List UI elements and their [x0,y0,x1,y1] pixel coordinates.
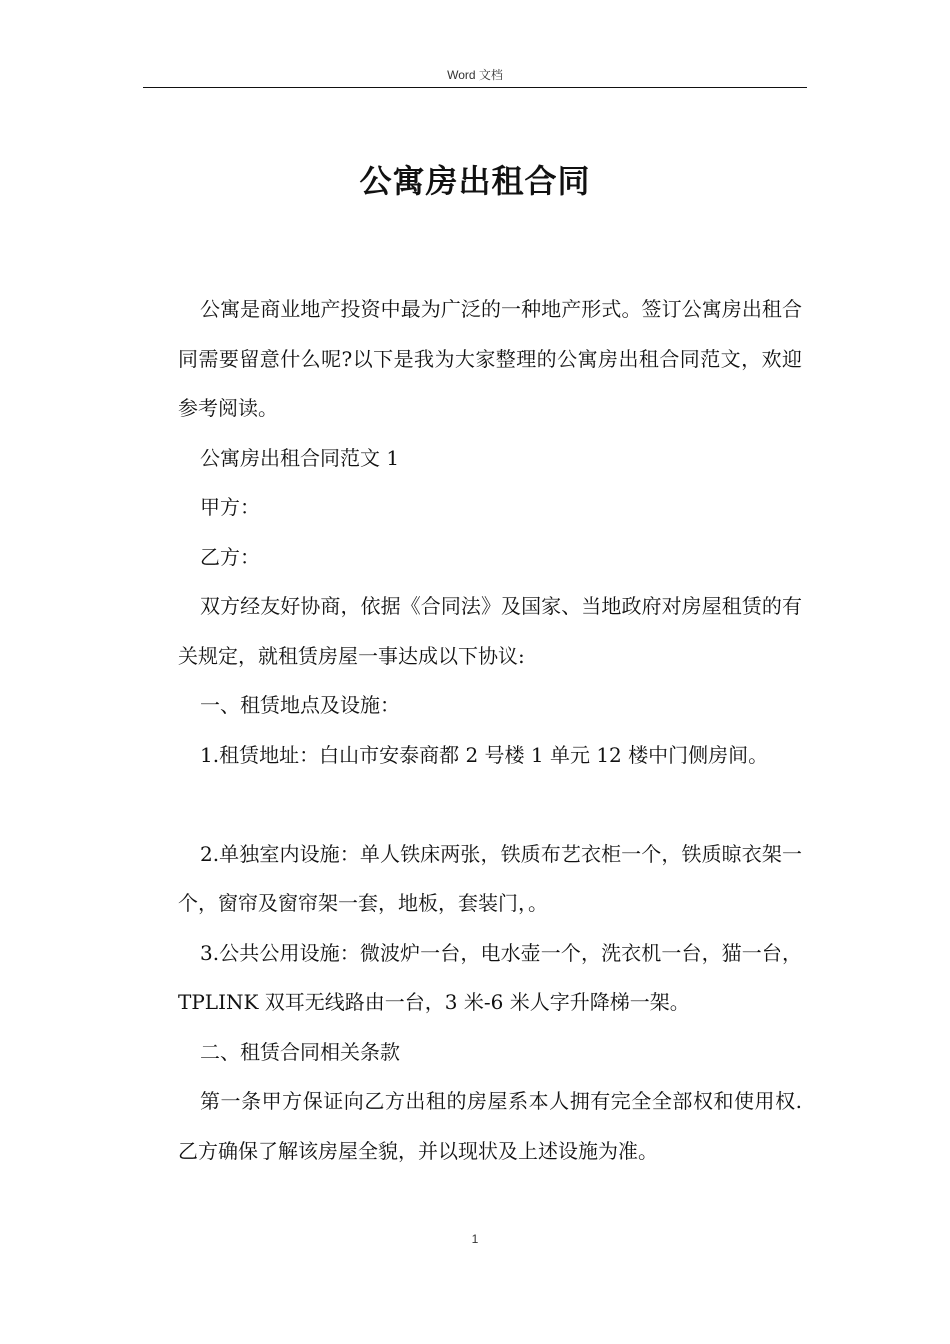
agreement-paragraph: 双方经友好协商，依据《合同法》及国家、当地政府对房屋租赁的有关规定，就租赁房屋一事达成以下协议: [178,594,802,668]
clause-indoor-facilities: 2.单独室内设施：单人铁床两张，铁质布艺衣柜一个，铁质晾衣架一个，窗帘及窗帘架一套，地板，套装门，。 [178,841,802,915]
clause-article-1: 第一条甲方保证向乙方出租的房屋系本人拥有完全全部权和使用权.乙方确保了解该房屋全貌，并以现状及上述设施为准。 [178,1089,802,1163]
document-title: 公寓房出租合同 [359,162,591,200]
section-heading-terms: 二、租赁合同相关条款 [200,1039,400,1064]
section-heading-location: 一、租赁地点及设施： [200,693,400,717]
intro-paragraph: 公寓是商业地产投资中最为广泛的一种地产形式。签订公寓房出租合同需要留意什么呢?以下是我为大家整理的公寓房出租合同范文，欢迎参考阅读。 [178,297,802,420]
party-a-line: 甲方： [200,495,260,519]
document-body [178,285,802,1176]
page-header: Word 文档 [447,68,503,82]
party-b-line: 乙方： [200,544,260,569]
clause-public-facilities: 3.公共公用设施：微波炉一台，电水壶一个，洗衣机一台，猫一台，TPLINK 双耳无线路由一台，3 米-6 米人字升降梯一架。 [178,940,802,1014]
header-divider [143,87,807,88]
blank-line [178,780,802,830]
section-heading-sample-1: 公寓房出租合同范文 1 [200,445,400,470]
page-number: 1 [471,1232,479,1246]
clause-address: 1.租赁地址：白山市安泰商都 2 号楼 1 单元 12 楼中门侧房间。 [200,742,769,767]
